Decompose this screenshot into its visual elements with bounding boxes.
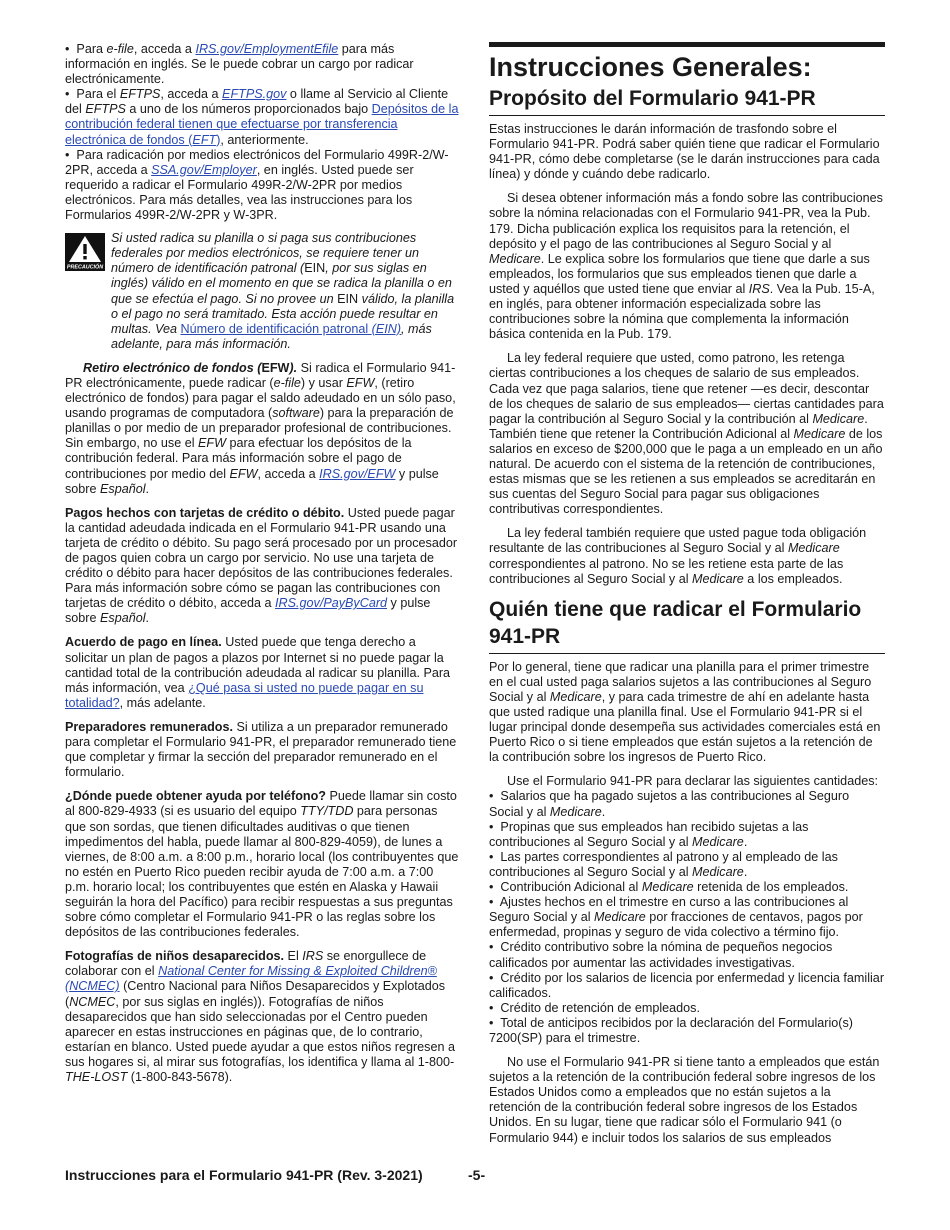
list-item: • Contribución Adicional al Medicare retenida de los empleados. [489, 880, 849, 895]
list-item: • Crédito de retención de empleados. [489, 1000, 700, 1015]
list-item: • Crédito por los salarios de licencia por enfermedad y licencia familiar calificados. [489, 970, 885, 1000]
link-paybycard[interactable]: IRS.gov/PayByCard [275, 596, 388, 611]
para-withholding: La ley federal requiere que usted, como patrono, les retenga ciertas contribuciones a los cheques de salario de sus empleados. Cada vez que paga salarios, tiene que retener —es decir, descontar de los cheques de salario de sus empleados— ciertas cantidades para pagar la contribución al Seguro Social y la contribución al Medicare. También tiene que retener la Contribución Adicional al Medicare de los salarios en exceso de $200,000 que le paga a un empleado en un año natural. De acuerdo con el sistema de la retención de contribuciones, estas mismas que se les retienen a sus empleados se acreditarán en sus cuentas del Seguro Social para pagar sus obligaciones contributivas correspondientes. [489, 351, 884, 517]
heading-purpose: Propósito del Formulario 941-PR [489, 86, 885, 116]
para-payment-plan: Acuerdo de pago en línea. Usted puede que tenga derecho a solicitar un plan de pagos a plazos por Internet si no puede pagar la cantidad total de la contribución adeudada al radicar su planilla. Para más información, vea ¿Qué pasa si usted no puede pagar en su totalidad?, más adelante. [65, 635, 451, 710]
para-pub179: Si desea obtener información más a fondo sobre las contribuciones sobre la nómina relacionadas con el Formulario 941-PR, vea la Pub. 179. Dicha publicación explica los requisitos para la retención, el depósito y el pago de las contribuciones al Seguro Social y al Medicare. Le explica sobre los formularios que tiene que darle a sus empleados, los formularios que sus empleados tienen que darle a usted y aquéllos que usted tiene que enviar al IRS. Vea la Pub. 15-A, en inglés, para obtener información especializada sobre las contribuciones sobre la nómina que complementa la información básica contenida en la Pub. 179. [489, 191, 883, 342]
page-footer [65, 1168, 885, 1183]
bullet-efile: • Para e-file, acceda a IRS.gov/EmploymentEfile para más información en inglés. Se le puede cobrar un cargo por radicar electrónicamente. [65, 42, 414, 87]
list-item: • Total de anticipos recibidos por la declaración del Formulario(s) 7200(SP) para el trimestre. [489, 1015, 853, 1045]
right-column [489, 42, 885, 1155]
title-rule [489, 42, 885, 47]
heading-who-must-file: Quién tiene que radicar el Formulario 941-PR [489, 596, 885, 654]
para-purpose: Estas instrucciones le darán información de trasfondo sobre el Formulario 941-PR. Podrá saber quién tiene que radicar el Formulario 941-PR, cómo debe completarse (se le darán instrucciones para cada línea) y dónde y cuándo debe radicarlo. [489, 122, 880, 182]
list-item: • Las partes correspondientes al patrono y al empleado de las contribuciones al Seguro Social y al Medicare. [489, 849, 838, 879]
bullet-eftps: • Para el EFTPS, acceda a EFTPS.gov o llame al Servicio al Cliente del EFTPS a uno de los números proporcionados bajo Depósitos de la contribución federal tienen que efectuarse por transferencia electrónica de fondos (EFT), anteriormente. [65, 87, 459, 147]
para-efw: Retiro electrónico de fondos (EFW). Si radica el Formulario 941-PR electrónicamente, puede radicar (e-file) y usar EFW, (retiro electrónico de fondos) para pagar el saldo adeudado en un sólo paso, usando programas de computadora (software) para la preparación de planillas o por medio de un preparador profesional de contribuciones. Sin embargo, no use el EFW para efectuar los depósitos de la contribución federal. Para más información sobre el pago de contribuciones por medio del EFW, acceda a IRS.gov/EFW y pulse sobre Español. [65, 360, 456, 496]
para-preparers: Preparadores remunerados. Si utiliza a un preparador remunerado para completar el Formulario 941-PR, el preparador remunerado tiene que completar y firmar la sección del preparador remunerado en el formulario. [65, 719, 457, 780]
link-cannot-pay[interactable]: ¿Qué pasa si usted no puede pagar en su totalidad? [65, 680, 424, 710]
link-ssa-employer[interactable]: SSA.gov/Employer [151, 162, 257, 177]
link-eftps[interactable]: EFTPS.gov [222, 87, 287, 102]
caution-text: Si usted radica su planilla o si paga sus contribuciones federales por medios electrónicos, se requiere tener un número de identificación patronal (EIN, por sus siglas en inglés) válido en el momento en que se radica la planilla o en que se efectúa el pago. Si no provee un EIN válido, la planilla o el pago no será tramitado. Esta acción puede resultar en multas. Vea Número de identificación patronal (EIN), más adelante, para más información. [111, 231, 455, 351]
para-amounts-intro: Use el Formulario 941-PR para declarar las siguientes cantidades: [507, 774, 878, 789]
bullet-ssa: • Para radicación por medios electrónicos del Formulario 499R-2/W-2PR, acceda a SSA.gov/Employer, en inglés. Usted puede ser requerido a radicar el Formulario 499R-2/W-2PR por medios electrónicos. Para más detalles, vea las instrucciones para los Formularios 499R-2/W-2PR y W-3PR. [65, 147, 449, 223]
caution-icon-label: PRECAUCIÓN [66, 264, 104, 271]
link-irs-efw[interactable]: IRS.gov/EFW [319, 466, 396, 481]
para-phone-help: ¿Dónde puede obtener ayuda por teléfono? Puede llamar sin costo al 800-829-4933 (si es usuario del equipo TTY/TDD para personas que son sordas, que tienen dificultades auditivas o que tienen impedimentos del habla, puede llamar al 800-829-4059), de lunes a viernes, de 8:00 a.m. a 8:00 p.m., horario local (los contribuyentes que no estén en Puerto Rico pueden recibir ayuda de 7:00 a.m. a 7:00 p.m. horario local; los contribuyentes que estén en Alaska y Hawaii seguirán la hora del Pacífico) para recibir respuestas a sus preguntas sobre cómo completar el Formulario 941-PR o las reglas sobre los depósitos de las contribuciones federales. [65, 789, 459, 940]
list-item: • Ajustes hechos en el trimestre en curso a las contribuciones al Seguro Social y al Medicare por fracciones de centavos, pagos por enfermedad, propinas y seguro de vida colectivo a término fijo. [489, 895, 863, 940]
para-cards: Pagos hechos con tarjetas de crédito o débito. Usted puede pagar la cantidad adeudada indicada en el Formulario 941-PR usando una tarjeta de crédito o débito. Su pago será procesado por un procesador de pagos quien cobra un cargo por servicio. No use una tarjeta de crédito o débito para hacer depósitos de las contribuciones federales. Para más información sobre cómo se pagan las contribuciones con tarjetas de crédito o débito, acceda a IRS.gov/PayByCard y pulse sobre Español. [65, 505, 458, 626]
para-missing-children: Fotografías de niños desaparecidos. El IRS se enorgullece de colaborar con el National Center for Missing & Exploited Children® (NCMEC) (Centro Nacional para Niños Desaparecidos y Explotados (NCMEC, por sus siglas en inglés)). Fotografías de niños desaparecidos que han sido seleccionadas por el Centro pueden aparecer en estas instrucciones en páginas que, de lo contrario, estarían en blanco. Usted puede ayudar a que estos niños regresen a sus hogares si, al mirar sus fotografías, los identifica y llama al 1-800-THE-LOST (1-800-843-5678). [65, 949, 455, 1084]
page-number: -5- [468, 1167, 486, 1183]
list-item: • Crédito contributivo sobre la nómina de pequeños negocios calificados por aumentar las actividades investigativas. [489, 940, 833, 970]
para-who-must-file: Por lo general, tiene que radicar una planilla para el primer trimestre en el cual usted paga salarios sujetos a las contribuciones al Seguro Social y al Medicare, y para cada trimestre de ahí en adelante hasta que usted radique una planilla final. Use el Formulario 941-PR si el lugar principal donde desempeña sus actividades comerciales está en Puerto Rico o si tiene empleados que están sujetos a la retención de la contribución sobre los ingresos de Puerto Rico. [489, 659, 881, 765]
para-employer-share: La ley federal también requiere que usted pague toda obligación resultante de las contribuciones al Seguro Social y al Medicare correspondientes al patrono. No se les retiene esta parte de las contribuciones al Seguro Social y al Medicare a los empleados. [489, 526, 867, 586]
link-ein[interactable]: Número de identificación patronal (EIN) [180, 321, 402, 336]
link-employment-efile[interactable]: IRS.gov/EmploymentEfile [195, 42, 339, 56]
caution-note [65, 231, 460, 352]
left-column [65, 42, 460, 1094]
link-ncmec[interactable]: National Center for Missing & Exploited Children® (NCMEC) [65, 964, 437, 994]
caution-icon [65, 233, 105, 271]
page-title: Instrucciones Generales: [489, 52, 812, 82]
amounts-list [489, 789, 885, 1046]
footer-title: Instrucciones para el Formulario 941-PR (Rev. 3-2021) [65, 1167, 423, 1183]
list-item: • Propinas que sus empleados han recibido sujetas a las contribuciones al Seguro Social y al Medicare. [489, 819, 809, 849]
list-item: • Salarios que ha pagado sujetos a las contribuciones al Seguro Social y al Medicare. [489, 789, 850, 819]
link-eft-deposits[interactable]: Depósitos de la contribución federal tienen que efectuarse por transferencia electrónica de fondos (EFT) [65, 102, 459, 147]
para-do-not-use: No use el Formulario 941-PR si tiene tanto a empleados que están sujetos a la retención de la contribución federal sobre ingresos de los Estados Unidos como a empleados que no están sujetos a la retención de la contribución federal sobre ingresos de los Estados Unidos. En su lugar, tiene que radicar sólo el Formulario 941 (o Formulario 944) e incluir todos los salarios de sus empleados [489, 1055, 880, 1145]
